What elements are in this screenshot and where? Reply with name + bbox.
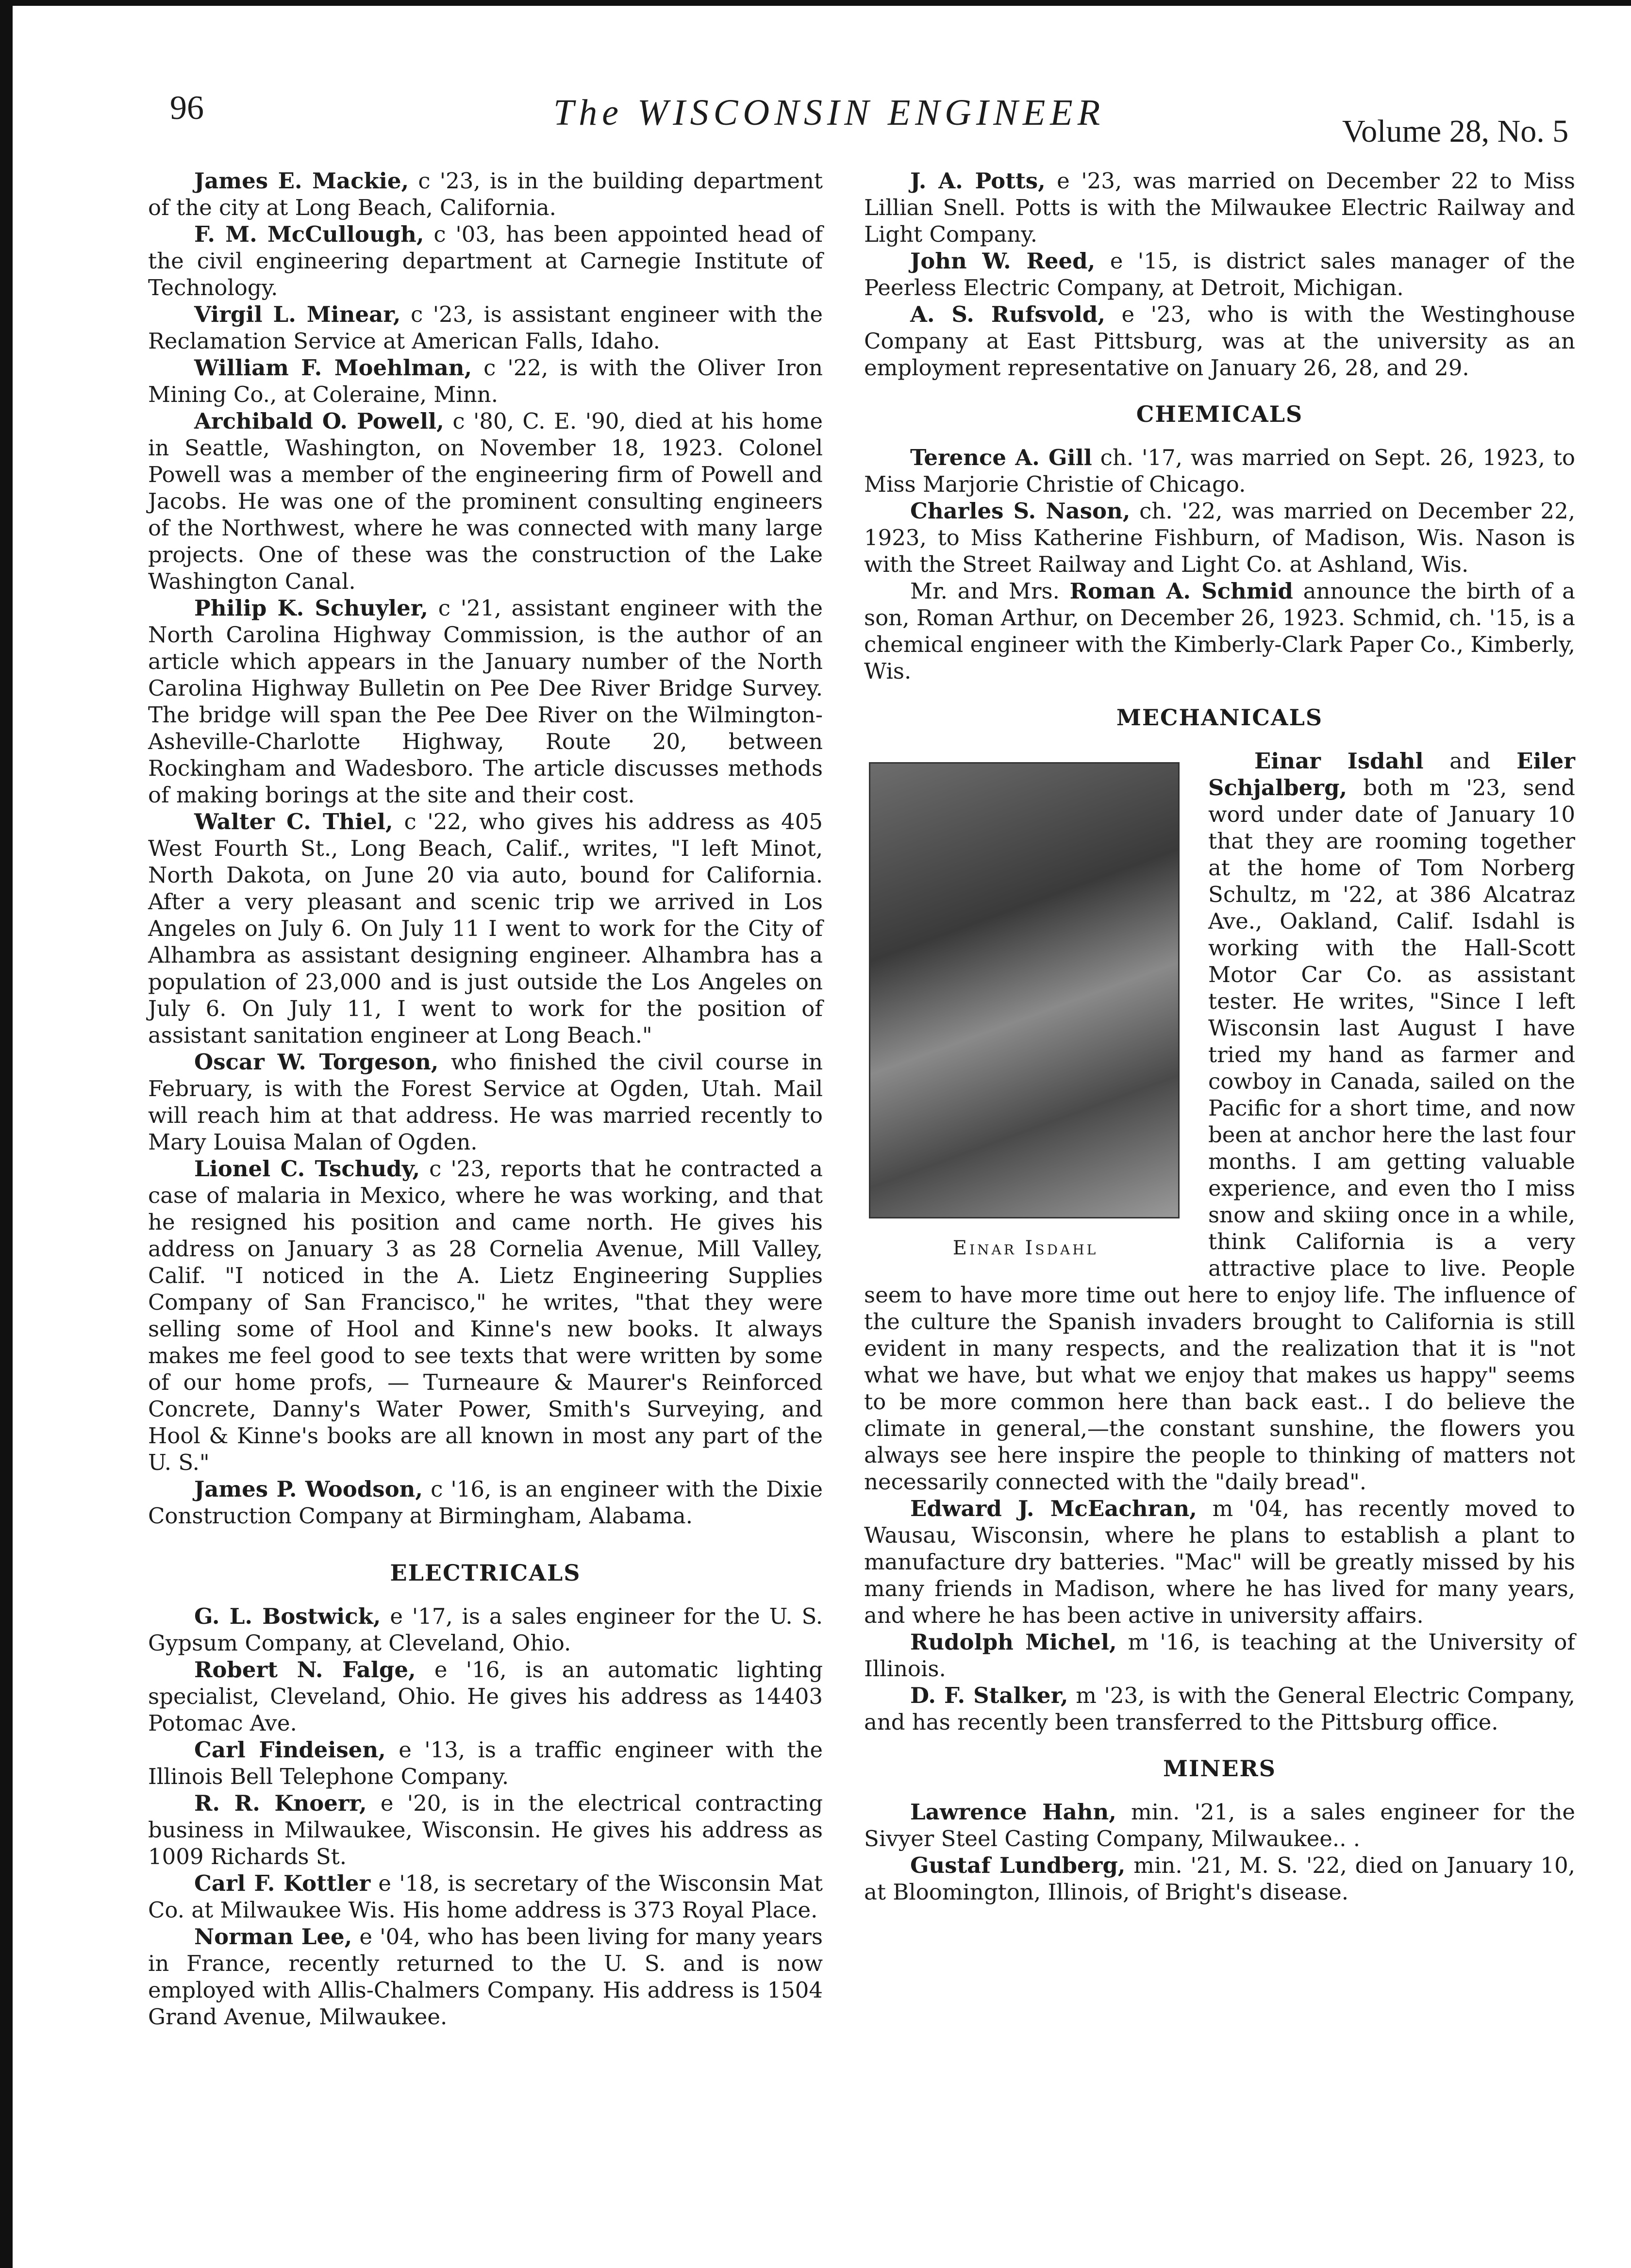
note-falge xyxy=(148,1656,823,1736)
alumni-name: Eiler Schjalberg, xyxy=(1208,748,1575,800)
alumni-name: Lawrence Hahn, xyxy=(910,1799,1116,1825)
note-schuyler xyxy=(148,595,823,808)
alumni-name: James E. Mackie, xyxy=(194,168,409,194)
note-text: ch. '22, was married on December 22, 1923, to Miss Katherine Fishburn, of Madison, Wis. Nason is with the Street Railway and Light Co. at Ashland, Wis. xyxy=(864,498,1575,577)
section-heading-electricals: ELECTRICALS xyxy=(390,1560,581,1586)
note-mackie xyxy=(148,167,823,221)
note-hahn xyxy=(864,1799,1575,1852)
note-stalker xyxy=(864,1682,1575,1735)
note-text: c '23, is assistant engineer with the Reclamation Service at American Falls, Idaho. xyxy=(148,301,823,354)
right-column xyxy=(864,167,1575,1905)
note-gill xyxy=(864,444,1575,498)
note-schmid xyxy=(864,578,1575,684)
note-text: both m '23, send word under date of January 10 that they are rooming together at the home of Tom Norberg Schultz, m '22, at 386 Alcatraz Ave., Oakland, Calif. Isdahl is working with the Hall-Scott Motor Car Co. as assistant tester. He writes, "Since I left Wisconsin last August I have tried my hand as farmer and cowboy in Canada, sailed on the Pacific for a short time, and now been at anchor here the last four months. I am getting valuable experience, and even tho I miss snow and skiing once in a while, think California is a very attractive place to live. People seem to have more time out here to enjoy life. The influence of the culture the Spanish invaders brought to California is still evident in many respects, and the realization that it is "not what we have, but what we enjoy that makes us happy" seems to be more common here than back east.. I do believe the climate in general,—the constant sunshine, the flowers you always see here inspire the people to thinking of matters not necessarily connected with the "daily bread". xyxy=(864,775,1575,1495)
magazine-title: The WISCONSIN ENGINEER xyxy=(553,92,1105,133)
note-potts xyxy=(864,167,1575,248)
alumni-name: D. F. Stalker, xyxy=(910,1683,1068,1708)
note-knoerr xyxy=(148,1790,823,1870)
note-tschudy xyxy=(148,1155,823,1476)
note-minear xyxy=(148,301,823,354)
page-number: 96 xyxy=(170,89,204,127)
note-thiel xyxy=(148,808,823,1049)
note-text: m '16, is teaching at the University of Illinois. xyxy=(864,1629,1575,1682)
scan-border-left xyxy=(0,0,13,2268)
alumni-name: J. A. Potts, xyxy=(910,168,1046,194)
alumni-name: Philip K. Schuyler, xyxy=(194,595,428,621)
note-text: e '13, is a traffic engineer with the Illinois Bell Telephone Company. xyxy=(148,1737,823,1789)
note-text: e '04, who has been living for many years in France, recently returned to the U. S. and is now employed with Allis-Chalmers Company. His address is 1504 Grand Avenue, Milwaukee. xyxy=(148,1924,823,2030)
alumni-name: John W. Reed, xyxy=(910,248,1096,274)
photo-caption: Einar Isdahl xyxy=(952,1237,1098,1259)
note-text: min. '21, M. S. '22, died on January 10, at Bloomington, Illinois, of Bright's disease. xyxy=(864,1852,1575,1905)
note-text: c '03, has been appointed head of the civil engineering department at Carnegie Institute of Technology. xyxy=(148,221,823,300)
note-reed xyxy=(864,248,1575,301)
note-text: and xyxy=(1423,748,1517,774)
alumni-name: F. M. McCullough, xyxy=(194,221,424,247)
portrait-photo xyxy=(869,762,1180,1218)
note-text: m '04, has recently moved to Wausau, Wisconsin, where he plans to establish a plant to manufacture dry batteries. "Mac" will be greatly missed by his many friends in Madison, where he has lived for many years, and where he has been active in university affairs. xyxy=(864,1496,1575,1628)
alumni-name: Roman A. Schmid xyxy=(1069,578,1293,604)
note-text: min. '21, is a sales engineer for the Sivyer Steel Casting Company, Milwaukee.. . xyxy=(864,1799,1575,1851)
note-text: c '22, is with the Oliver Iron Mining Co., at Coleraine, Minn. xyxy=(148,355,823,407)
note-text: announce the birth of a son, Roman Arthur, on December 26, 1923. Schmid, ch. '15, is a chemical engineer with the Kimberly-Clark Paper Co., Kimberly, Wis. xyxy=(864,578,1575,684)
note-mccullough xyxy=(148,221,823,301)
alumni-name: Carl Findeisen, xyxy=(194,1737,386,1763)
section-heading-chemicals: CHEMICALS xyxy=(1136,401,1303,427)
note-text: c '22, who gives his address as 405 West Fourth St., Long Beach, Calif., writes, "I left Minot, North Dakota, on June 20 via auto, bound for California. After a very pleasant and scenic trip we arrived in Los Angeles on July 6. On July 11 I went to work for the City of Alhambra as assistant designing engineer. Alhambra has a population of 23,000 and is just outside the Los Angeles on July 6. On July 11, I went to work for the position of assistant sanitation engineer at Long Beach." xyxy=(148,809,823,1048)
page-header xyxy=(0,80,1631,153)
alumni-name: Einar Isdahl xyxy=(1254,748,1424,774)
note-mceachran xyxy=(864,1495,1575,1629)
section-heading-miners: MINERS xyxy=(1163,1755,1276,1782)
note-text: e '17, is a sales engineer for the U. S. Gypsum Company, at Cleveland, Ohio. xyxy=(148,1603,823,1656)
note-text: e '20, is in the electrical contracting business in Milwaukee, Wisconsin. He gives his address as 1009 Richards St. xyxy=(148,1790,823,1869)
note-text: c '21, assistant engineer with the North Carolina Highway Commission, is the author of an article which appears in the January number of the North Carolina Highway Bulletin on Pee Dee River Bridge Survey. The bridge will span the Pee Dee River on the Wilmington-Asheville-Charlotte Highway, Route 20, between Rockingham and Wadesboro. The article discusses methods of making borings at the site and their cost. xyxy=(148,595,823,808)
alumni-name: William F. Moehlman, xyxy=(194,355,472,381)
alumni-name: Archibald O. Powell, xyxy=(194,408,444,434)
note-nason xyxy=(864,498,1575,578)
note-kottler xyxy=(148,1870,823,1923)
note-lundberg xyxy=(864,1852,1575,1905)
note-text: who finished the civil course in February, is with the Forest Service at Ogden, Utah. Mail will reach him at that address. He was married recently to Mary Louisa Malan of Ogden. xyxy=(148,1049,823,1155)
volume-label: Volume 28, No. 5 xyxy=(1342,114,1569,149)
alumni-name: Terence A. Gill xyxy=(910,445,1092,470)
note-text: c '23, reports that he contracted a case of malaria in Mexico, where he was working, and that he resigned his position and came north. He gives his address on January 3 as 28 Cornelia Avenue, Mill Valley, Calif. "I noticed in the A. Lietz Engineering Supplies Company of San Francisco," he writes, "that they were selling some of Hool and Kinne's new books. It always makes me feel good to see texts that were written by some of our home profs, — Turneaure & Maurer's Reinforced Concrete, Danny's Water Power, Smith's Surveying, and Hool & Kinne's books are all known in most any part of the U. S." xyxy=(148,1156,823,1475)
alumni-name: R. R. Knoerr, xyxy=(194,1790,367,1816)
note-bostwick xyxy=(148,1603,823,1656)
alumni-name: Virgil L. Minear, xyxy=(194,301,401,327)
note-text: e '23, who is with the Westinghouse Company at East Pittsburg, was at the university as an employment representative on January 26, 28, and 29. xyxy=(864,301,1576,381)
note-text: e '16, is an automatic lighting specialist, Cleveland, Ohio. He gives his address as 14403 Potomac Ave. xyxy=(148,1657,823,1736)
note-text: ch. '17, was married on Sept. 26, 1923, to Miss Marjorie Christie of Chicago. xyxy=(864,445,1576,497)
alumni-name: Gustaf Lundberg, xyxy=(910,1852,1126,1878)
alumni-name: Lionel C. Tschudy, xyxy=(194,1156,420,1182)
left-column xyxy=(148,167,823,2030)
alumni-name: Charles S. Nason, xyxy=(910,498,1131,524)
note-lee xyxy=(148,1923,823,2030)
note-text: Mr. and Mrs. xyxy=(910,578,1070,604)
note-findeisen xyxy=(148,1736,823,1790)
note-text: c '23, is in the building department of the city at Long Beach, California. xyxy=(148,168,823,220)
alumni-name: Robert N. Falge, xyxy=(194,1657,416,1683)
alumni-name: A. S. Rufsvold, xyxy=(910,301,1106,327)
photo-figure xyxy=(864,762,1187,1262)
alumni-name: Norman Lee, xyxy=(194,1924,352,1950)
alumni-name: Edward J. McEachran, xyxy=(910,1496,1197,1521)
scan-border-top xyxy=(0,0,1631,6)
alumni-name: Walter C. Thiel, xyxy=(194,809,393,834)
note-text: e '18, is secretary of the Wisconsin Mat Co. at Milwaukee Wis. His home address is 373 Royal Place. xyxy=(148,1870,823,1923)
alumni-name: James P. Woodson, xyxy=(194,1476,423,1502)
note-text: e '15, is district sales manager of the Peerless Electric Company, at Detroit, Michigan. xyxy=(864,248,1575,300)
note-text: c '16, is an engineer with the Dixie Construction Company at Birmingham, Alabama. xyxy=(148,1476,823,1529)
note-powell xyxy=(148,408,823,595)
section-heading-mechanicals: MECHANICALS xyxy=(1116,704,1323,731)
note-michel xyxy=(864,1629,1575,1682)
alumni-name: Carl F. Kottler xyxy=(194,1870,371,1896)
alumni-name: Rudolph Michel, xyxy=(910,1629,1117,1655)
alumni-name: Oscar W. Torgeson, xyxy=(194,1049,439,1075)
note-moehlman xyxy=(148,354,823,408)
note-text: e '23, was married on December 22 to Miss Lillian Snell. Potts is with the Milwaukee Electric Railway and Light Company. xyxy=(864,168,1575,247)
note-woodson xyxy=(148,1476,823,1529)
alumni-name: G. L. Bostwick, xyxy=(194,1603,381,1629)
note-torgeson xyxy=(148,1049,823,1155)
note-text: c '80, C. E. '90, died at his home in Seattle, Washington, on November 18, 1923. Colonel Powell was a member of the engineering firm of Powell and Jacobs. He was one of the prominent consulting engineers of the Northwest, where he was connected with many large projects. One of these was the construction of the Lake Washington Canal. xyxy=(148,408,823,594)
note-rufsvold xyxy=(864,301,1575,381)
note-text: m '23, is with the General Electric Company, and has recently been transferred to the Pittsburg office. xyxy=(864,1683,1575,1735)
